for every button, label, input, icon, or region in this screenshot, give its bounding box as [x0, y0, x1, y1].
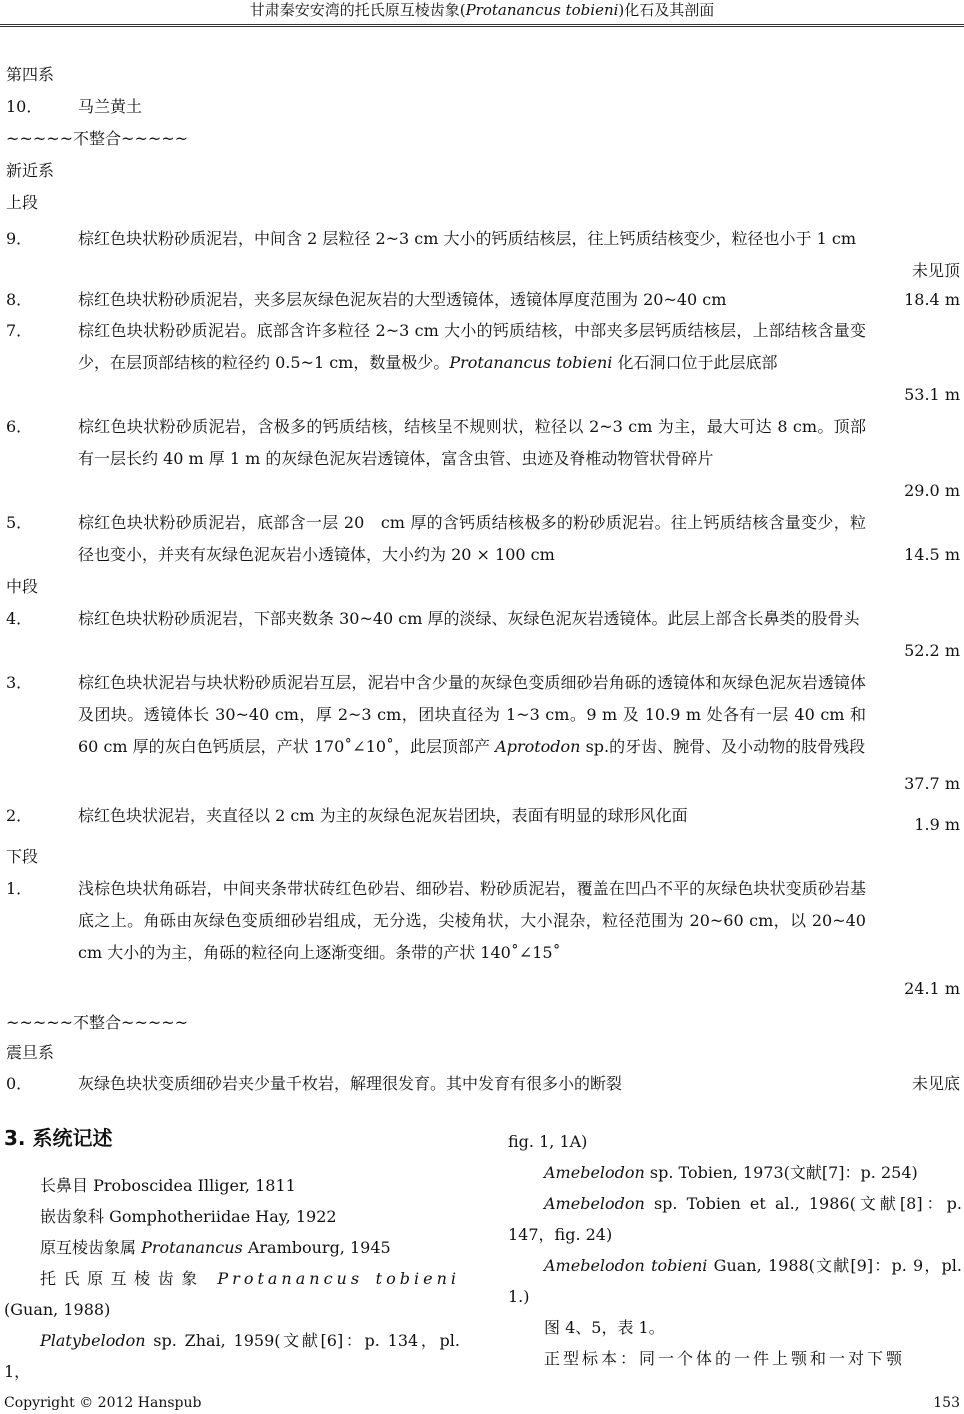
- unconformity-marker: ~~~~~不整合~~~~~: [6, 129, 189, 148]
- layer-description: [78, 667, 866, 763]
- layer-thickness: 24.1 m: [904, 979, 960, 998]
- label-middle-member: 中段: [6, 577, 39, 596]
- layer-thickness: 37.7 m: [904, 774, 960, 793]
- layer-thickness: 53.1 m: [904, 385, 960, 404]
- layer-thickness: 未见底: [911, 1074, 960, 1093]
- layer-text: sp.的牙齿、腕骨、及小动物的肢骨残段: [580, 737, 866, 756]
- genus-cn: 原互棱齿象属: [40, 1238, 142, 1257]
- species-cn: 托氏原互棱齿象: [40, 1269, 218, 1288]
- layer-number: 7．: [6, 321, 33, 340]
- unconformity-marker: ~~~~~不整合~~~~~: [6, 1013, 189, 1032]
- label-sinian: 震旦系: [6, 1043, 55, 1062]
- layer-description: 灰绿色块状变质细砂岩夹少量千枚岩，解理很发育。其中发育有很多小的断裂: [78, 1074, 623, 1093]
- layer-description: 马兰黄土: [78, 97, 143, 116]
- synonym-rest: sp. Zhai, 1959(文献[6]：p. 134，pl. 1，: [4, 1331, 460, 1381]
- layer-description: 棕红色块状粉砂质泥岩，含极多的钙质结核，结核呈不规则状，粒径以 2~3 cm 为主，最大可达 8 cm。顶部有一层长约 40 m 厚 1 m 的灰绿色泥灰岩透镜体，富含虫管、虫迹及脊椎动物管状骨碎片: [78, 417, 866, 468]
- layer-text: 化石洞口位于此层底部: [612, 353, 778, 372]
- page-number: 153: [933, 1395, 960, 1411]
- taxon-species: [4, 1263, 460, 1325]
- copyright: Copyright © 2012 Hanspub: [4, 1395, 202, 1411]
- layer-thickness: 18.4 m: [904, 290, 960, 309]
- layer-thickness: 29.0 m: [904, 481, 960, 500]
- genus-author: Arambourg, 1945: [242, 1238, 391, 1257]
- label-neogene: 新近系: [6, 161, 55, 180]
- genus-latin: Protanancus: [141, 1238, 243, 1257]
- layer-description: 浅棕色块状角砾岩，中间夹条带状砖红色砂岩、细砂岩、粉砂质泥岩，覆盖在凹凸不平的灰绿色块状变质砂岩基底之上。角砾由灰绿色变质细砂岩组成，无分选，尖棱角状，大小混杂，粒径范围为 20~60 cm，以 20~40 cm 大小的为主，角砾的粒径向上逐渐变细。条带的产状 140˚∠15˚: [78, 879, 866, 962]
- layer-number: 1．: [6, 879, 33, 898]
- synonym-2: [508, 1157, 962, 1188]
- header-title-prefix: 甘肃秦安安湾的托氏原互棱齿象(: [249, 1, 466, 19]
- layer-thickness: 1.9 m: [914, 815, 960, 834]
- layer-number: 5．: [6, 513, 33, 532]
- section-heading: 3. 系统记述: [4, 1126, 113, 1150]
- layer-number: 8．: [6, 290, 33, 309]
- label-lower-member: 下段: [6, 847, 39, 866]
- layer-number: 4．: [6, 609, 33, 628]
- synonym-3: [508, 1188, 962, 1250]
- taxon-order: 长鼻目 Proboscidea Illiger, 1811: [40, 1176, 296, 1195]
- layer-description: [78, 315, 866, 379]
- synonym-1: [4, 1325, 460, 1387]
- taxon-genus: [4, 1232, 460, 1263]
- synonym-latin: Amebelodon tobieni: [544, 1256, 708, 1275]
- layer-description: 棕红色块状粉砂质泥岩，下部夹数条 30~40 cm 厚的淡绿、灰绿色泥灰岩透镜体。此层上部含长鼻类的股骨头: [78, 609, 860, 628]
- synonym-rest: sp. Tobien, 1973(文献[7]：p. 254): [644, 1163, 918, 1182]
- layer-text: 棕红色块状泥岩与块状粉砂质泥岩互层，泥岩中含少量的灰绿色变质细砂岩角砾的透镜体和灰绿色泥灰岩透镜体及团块。透镜体长 30~40 cm，厚 2~3 cm，团块直径为 1~3 cm。9 m 及 10.9 m 处各有一层 40 cm 和 60 cm 厚的灰白色钙质层，产状 170˚∠10˚，此层顶部产: [78, 673, 866, 756]
- holotype-line: 正型标本：同一个体的一件上颚和一对下颚: [544, 1349, 906, 1368]
- label-upper-member: 上段: [6, 193, 39, 212]
- species-latin: Protanancus tobieni: [217, 1269, 460, 1288]
- synonym-4: [508, 1250, 962, 1312]
- layer-number: 9．: [6, 229, 33, 248]
- layer-number: 6．: [6, 417, 33, 436]
- layer-thickness: 未见顶: [911, 261, 960, 280]
- layer-number: 0．: [6, 1074, 33, 1093]
- running-header: [0, 0, 964, 22]
- layer-thickness: 52.2 m: [904, 641, 960, 660]
- layer-number: 10．: [6, 97, 43, 116]
- synonym-rest: Guan, 1988(文献[9]：p. 9，pl. 1.): [508, 1256, 963, 1306]
- figure-reference: 图 4、5，表 1。: [544, 1318, 665, 1337]
- taxon-family: 嵌齿象科 Gomphotheriidae Hay, 1922: [40, 1207, 337, 1226]
- species-author: (Guan, 1988): [4, 1300, 111, 1319]
- synonym-rest: sp. Tobien et al., 1986(文献[8]：p. 147，fig. 24): [508, 1194, 962, 1244]
- layer-description: 棕红色块状粉砂质泥岩，夹多层灰绿色泥灰岩的大型透镜体，透镜体厚度范围为 20~40 cm: [78, 290, 727, 309]
- layer-description: 棕红色块状粉砂质泥岩，底部含一层 20 cm 厚的含钙质结核极多的粉砂质泥岩。往上钙质结核含量变少，粒径也变小，并夹有灰绿色泥灰岩小透镜体，大小约为 20 × 100 cm: [78, 513, 866, 564]
- right-column: [508, 1126, 962, 1374]
- synonym-1-cont: fig. 1, 1A): [508, 1132, 588, 1151]
- synonym-latin: Platybelodon: [40, 1331, 146, 1350]
- taxon-name: Protanancus tobieni: [449, 353, 613, 372]
- header-rule: [0, 24, 964, 27]
- layer-text: 棕红色块状粉砂质泥岩。底部含许多粒径 2~3 cm 大小的钙质结核，中部夹多层钙质结核层，上部结核含量变少，在层顶部结核的粒径约 0.5~1 cm，数量极少。: [78, 321, 866, 372]
- layer-description: 棕红色块状泥岩，夹直径以 2 cm 为主的灰绿色泥灰岩团块，表面有明显的球形风化面: [78, 806, 688, 825]
- layer-number: 2．: [6, 806, 33, 825]
- label-quaternary: 第四系: [6, 65, 55, 84]
- header-title-latin: Protanancus tobieni: [465, 1, 619, 19]
- layer-description: 棕红色块状粉砂质泥岩，中间含 2 层粒径 2~3 cm 大小的钙质结核层，往上钙质结核变少，粒径也小于 1 cm: [78, 229, 856, 248]
- layer-thickness: 14.5 m: [904, 545, 960, 564]
- left-column: [4, 1170, 460, 1387]
- synonym-latin: Amebelodon: [544, 1163, 645, 1182]
- header-title-suffix: )化石及其剖面: [618, 1, 715, 19]
- synonym-latin: Amebelodon: [544, 1194, 645, 1213]
- taxon-name: Aprotodon: [495, 737, 581, 756]
- layer-number: 3．: [6, 673, 33, 692]
